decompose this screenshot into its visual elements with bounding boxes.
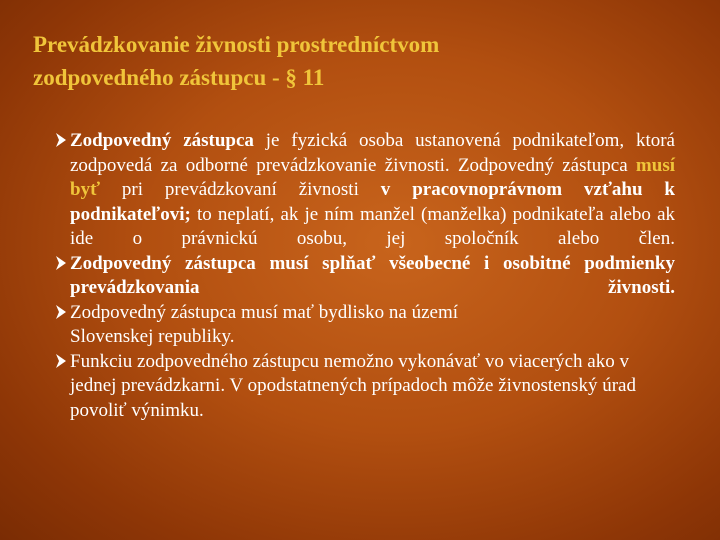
- bullet-item-responsible-representative: [55, 129, 675, 252]
- slide-title-line-1: Prevádzkovanie živnosti prostredníctvom: [33, 32, 440, 57]
- arrowhead-bullet-icon: [55, 132, 69, 150]
- arrowhead-bullet-icon: [55, 304, 69, 322]
- bullet-emphasis: Zodpovedný zástupca: [70, 130, 254, 151]
- bullet-text: [70, 129, 675, 252]
- bullet-emphasis: v pracovnoprávnom vzťahu k podnikateľovi;: [70, 179, 676, 225]
- slide-title: [33, 28, 673, 94]
- bullet-text-segment: je fyzická osoba ustanovená podnikateľom, ktorá zodpovedá za odborné prevádzkovanie živnosti. Zodpovedný zástupca: [70, 130, 675, 176]
- bullet-accent: musí byť: [70, 154, 675, 200]
- bullet-text: Zodpovedný zástupca musí splňať všeobecné i osobitné podmienky prevádzkovania živnosti.: [70, 252, 675, 298]
- bullet-text: Funkciu zodpovedného zástupcu nemožno vykonávať vo viacerých ako v jednej prevádzkarni. V opodstatnených prípadoch môže živnostenský úrad povoliť výnimku.: [70, 350, 636, 421]
- bullet-text: Zodpovedný zástupca musí mať bydlisko na území Slovenskej republiky.: [70, 301, 459, 347]
- bullet-item-residence: [55, 301, 675, 350]
- bullet-item-conditions: [55, 252, 675, 301]
- bullet-text-segment: pri prevádzkovaní živnosti: [99, 179, 381, 200]
- arrowhead-bullet-icon: [55, 255, 69, 273]
- bullet-text-segment: to neplatí, ak je ním manžel (manželka) podnikateľa alebo ak ide o právnickú osobu, jej spoločník alebo člen.: [70, 203, 675, 249]
- slide-title-line-2: zodpovedného zástupcu - § 11: [33, 65, 325, 90]
- bullet-item-one-establishment: [55, 350, 675, 424]
- arrowhead-bullet-icon: [55, 353, 69, 371]
- bullet-list: [55, 129, 675, 423]
